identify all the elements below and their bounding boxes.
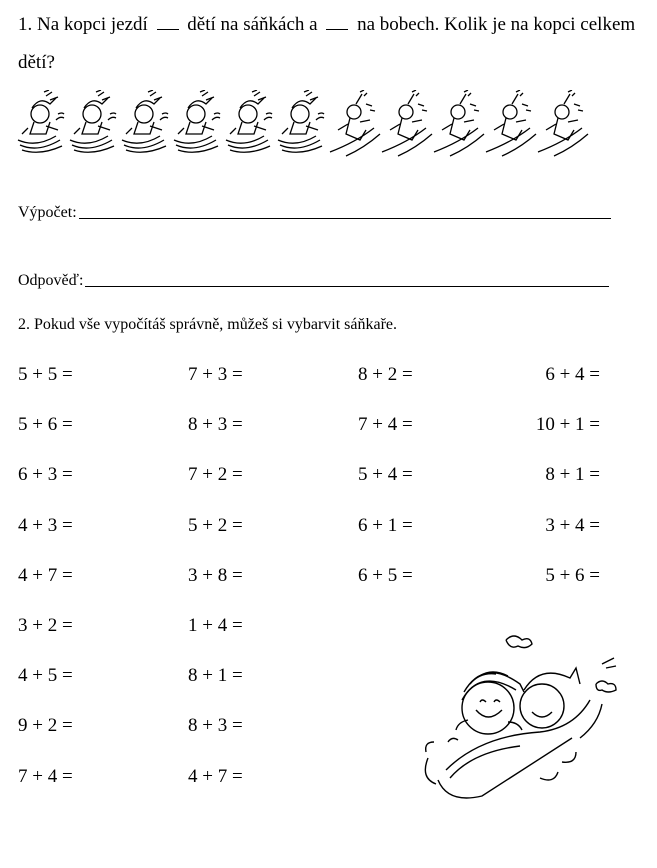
- sled-kid-6: [278, 90, 324, 152]
- equation-8-1: 9 + 2 =: [18, 715, 73, 737]
- equation-5-1: 4 + 7 =: [18, 564, 73, 586]
- equation-1-4: 6 + 4 =: [545, 364, 600, 385]
- equation-4-3: 6 + 1 =: [358, 514, 413, 536]
- bob-kid-2: [382, 90, 432, 156]
- equation-2-2: 8 + 3 =: [188, 414, 243, 436]
- equation-1-3: 8 + 2 =: [358, 364, 413, 385]
- equation-3-4: 8 + 1 =: [545, 464, 600, 486]
- sled-kid-1: [18, 90, 64, 152]
- calculation-label: Výpočet:: [18, 204, 77, 221]
- equation-7-1: 4 + 5 =: [18, 665, 73, 687]
- sledding-kids-illustration: [420, 628, 630, 813]
- equation-1-1: 5 + 5 =: [18, 364, 73, 385]
- equation-2-1: 5 + 6 =: [18, 414, 73, 436]
- equation-1-2: 7 + 3 =: [188, 364, 243, 385]
- equation-3-2: 7 + 2 =: [188, 464, 243, 486]
- equation-6-1: 3 + 2 =: [18, 615, 73, 636]
- bob-kid-1: [330, 90, 380, 156]
- equation-4-1: 4 + 3 =: [18, 514, 73, 536]
- task-1-part-1: 1. Na kopci jezdí: [18, 14, 148, 35]
- sledders-illustration: [16, 90, 596, 160]
- bob-kid-5: [538, 90, 588, 156]
- bob-kid-3: [434, 90, 484, 156]
- sled-kid-4: [174, 90, 220, 152]
- equation-6-2: 1 + 4 =: [188, 615, 243, 636]
- equation-7-2: 8 + 1 =: [188, 665, 243, 687]
- equation-2-3: 7 + 4 =: [358, 414, 413, 436]
- equation-5-4: 5 + 6 =: [545, 564, 600, 586]
- blank-sled-count[interactable]: [157, 15, 179, 30]
- sled-kid-5: [226, 90, 272, 152]
- sled-kid-2: [70, 90, 116, 152]
- task-1-part-2: dětí na sáňkách a: [187, 14, 318, 35]
- equation-5-3: 6 + 5 =: [358, 564, 413, 586]
- equation-2-4: 10 + 1 =: [535, 414, 600, 436]
- equation-9-1: 7 + 4 =: [18, 765, 73, 787]
- equation-3-1: 6 + 3 =: [18, 464, 73, 486]
- bob-kid-4: [486, 90, 536, 156]
- equation-4-4: 3 + 4 =: [545, 514, 600, 536]
- task-2-text: 2. Pokud vše vypočítáš správně, můžeš si vybarvit sáňkaře.: [18, 316, 398, 333]
- task-1-part-3: na bobech. Kolik je na kopci celkem dětí?: [18, 14, 636, 73]
- sled-kid-3: [122, 90, 168, 152]
- equation-4-2: 5 + 2 =: [188, 514, 243, 536]
- equation-3-3: 5 + 4 =: [358, 464, 413, 486]
- equation-5-2: 3 + 8 =: [188, 564, 243, 586]
- answer-label: Odpověď:: [18, 272, 84, 289]
- calculation-answer-line[interactable]: [79, 217, 611, 219]
- task-1-text: [18, 6, 638, 82]
- equation-9-2: 4 + 7 =: [188, 765, 243, 787]
- blank-bob-count[interactable]: [326, 15, 348, 30]
- equation-8-2: 8 + 3 =: [188, 715, 243, 737]
- calculation-row: [18, 204, 611, 222]
- answer-line[interactable]: [85, 285, 609, 287]
- answer-row: [18, 272, 609, 290]
